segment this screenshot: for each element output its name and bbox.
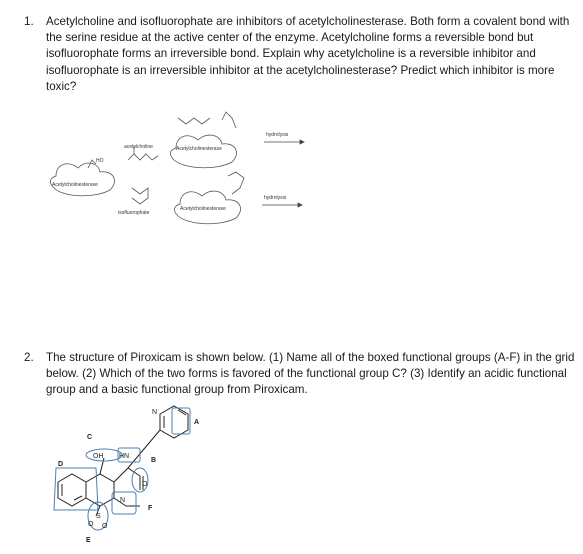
label-OH: OH <box>93 453 104 460</box>
question-2-number: 2. <box>24 351 34 364</box>
question-1-text: Acetylcholine and isofluorophate are inhibitors of acetylcholinesterase. Both form a covalent bond with the serine residue at the active center of the enzyme. Acetylcholine forms a reversible bond but isofluorophate forms an irreversible bond. Explain why acetylcholine is a reversible inhibitor and isofluorophate is an irreversible inhibitor at the acetylcholinesterase? Predict which inhibitor is more toxic? <box>46 15 570 93</box>
label-O-sulfonyl-2: O <box>102 523 108 530</box>
enzyme-label-top: Acetylcholinesterase <box>176 146 222 152</box>
enzyme-label-left: Acetylcholinesterase <box>52 182 98 188</box>
label-S-sulfonyl: S <box>96 513 101 520</box>
label-E: E <box>86 537 91 544</box>
label-A: A <box>194 419 200 426</box>
label-B: B <box>151 457 157 464</box>
label-N-pyridine: N <box>152 409 158 416</box>
enzyme-label-bottom: Acetylcholinesterase <box>180 206 226 212</box>
label-C: C <box>87 434 93 441</box>
hydroxyl-label: HO <box>96 158 104 164</box>
label-O-carbonyl: O <box>142 481 148 488</box>
label-N-amide: N <box>120 497 126 504</box>
label-HN: HN <box>119 453 130 460</box>
question-1-number: 1. <box>24 15 34 28</box>
label-D: D <box>58 461 64 468</box>
label-F: F <box>148 505 153 512</box>
acetylcholine-label: acetylcholine <box>124 144 153 150</box>
isofluorophate-label: isofluorophate <box>118 210 150 216</box>
question-2-text: The structure of Piroxicam is shown below. (1) Name all of the boxed functional groups (A-F) in the grid below. (2) Which of the two forms is favored of the functional group C? (3) Identify an acidic functional group and a basic functional group from Piroxicam. <box>46 351 575 397</box>
thiazine-ring <box>86 474 114 506</box>
hydrolysis-label-top: hydrolysis <box>266 132 289 138</box>
hydrolysis-label-bottom: hydrolysis <box>264 195 287 201</box>
label-O-sulfonyl-1: O <box>88 521 94 528</box>
